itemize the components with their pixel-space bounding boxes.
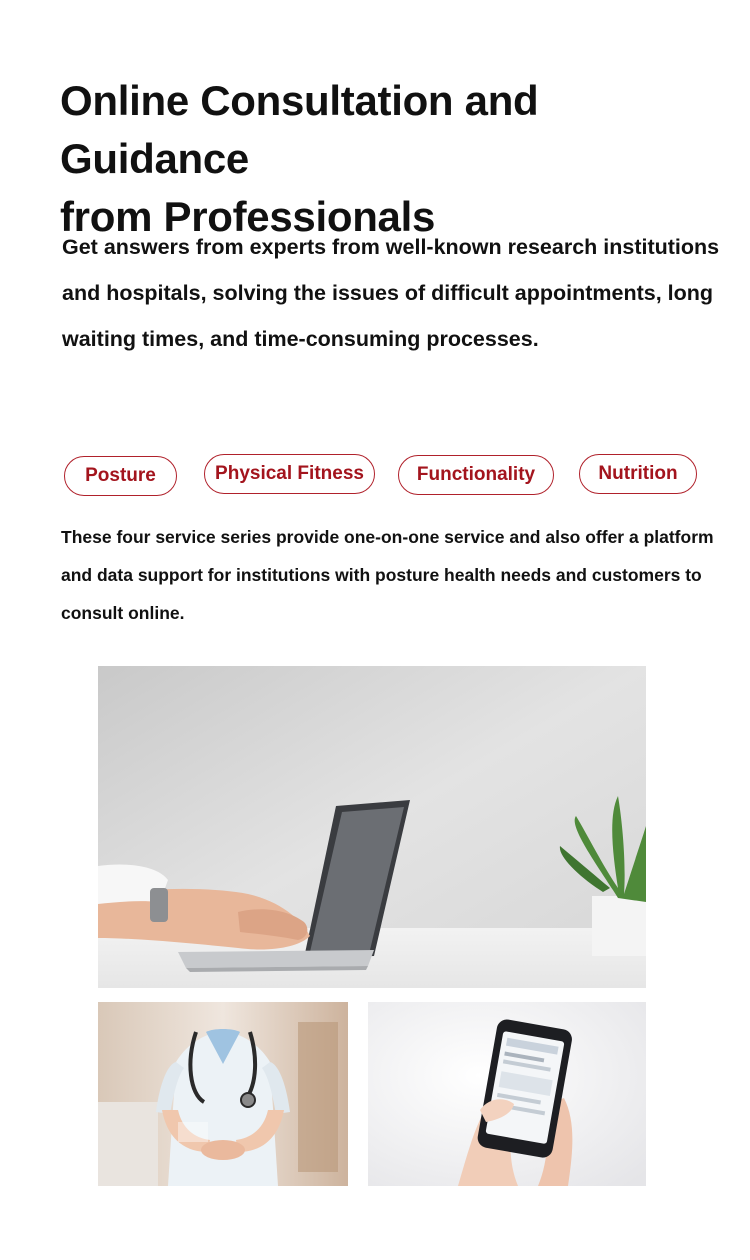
smartphone-hands-photo [368,1002,646,1186]
service-description: These four service series provide one-on-one service and also offer a platform and data support for institutions with posture health needs and customers to consult online. [61,527,714,623]
laptop-typing-photo [98,666,646,988]
title-line-2: from Professionals [60,193,436,240]
tag-functionality[interactable]: Functionality [398,455,554,495]
tag-nutrition[interactable]: Nutrition [579,454,697,494]
nurse-stethoscope-photo [98,1002,348,1186]
tag-physical-fitness[interactable]: Physical Fitness [204,454,375,494]
intro-text: Get answers from experts from well-known research institutions and hospitals, solving the issues of difficult appointments, long waiting times, and time-consuming processes. [62,235,720,351]
tag-posture[interactable]: Posture [64,456,177,496]
title-line-1: Online Consultation and Guidance [60,77,539,182]
page-title [60,72,730,246]
